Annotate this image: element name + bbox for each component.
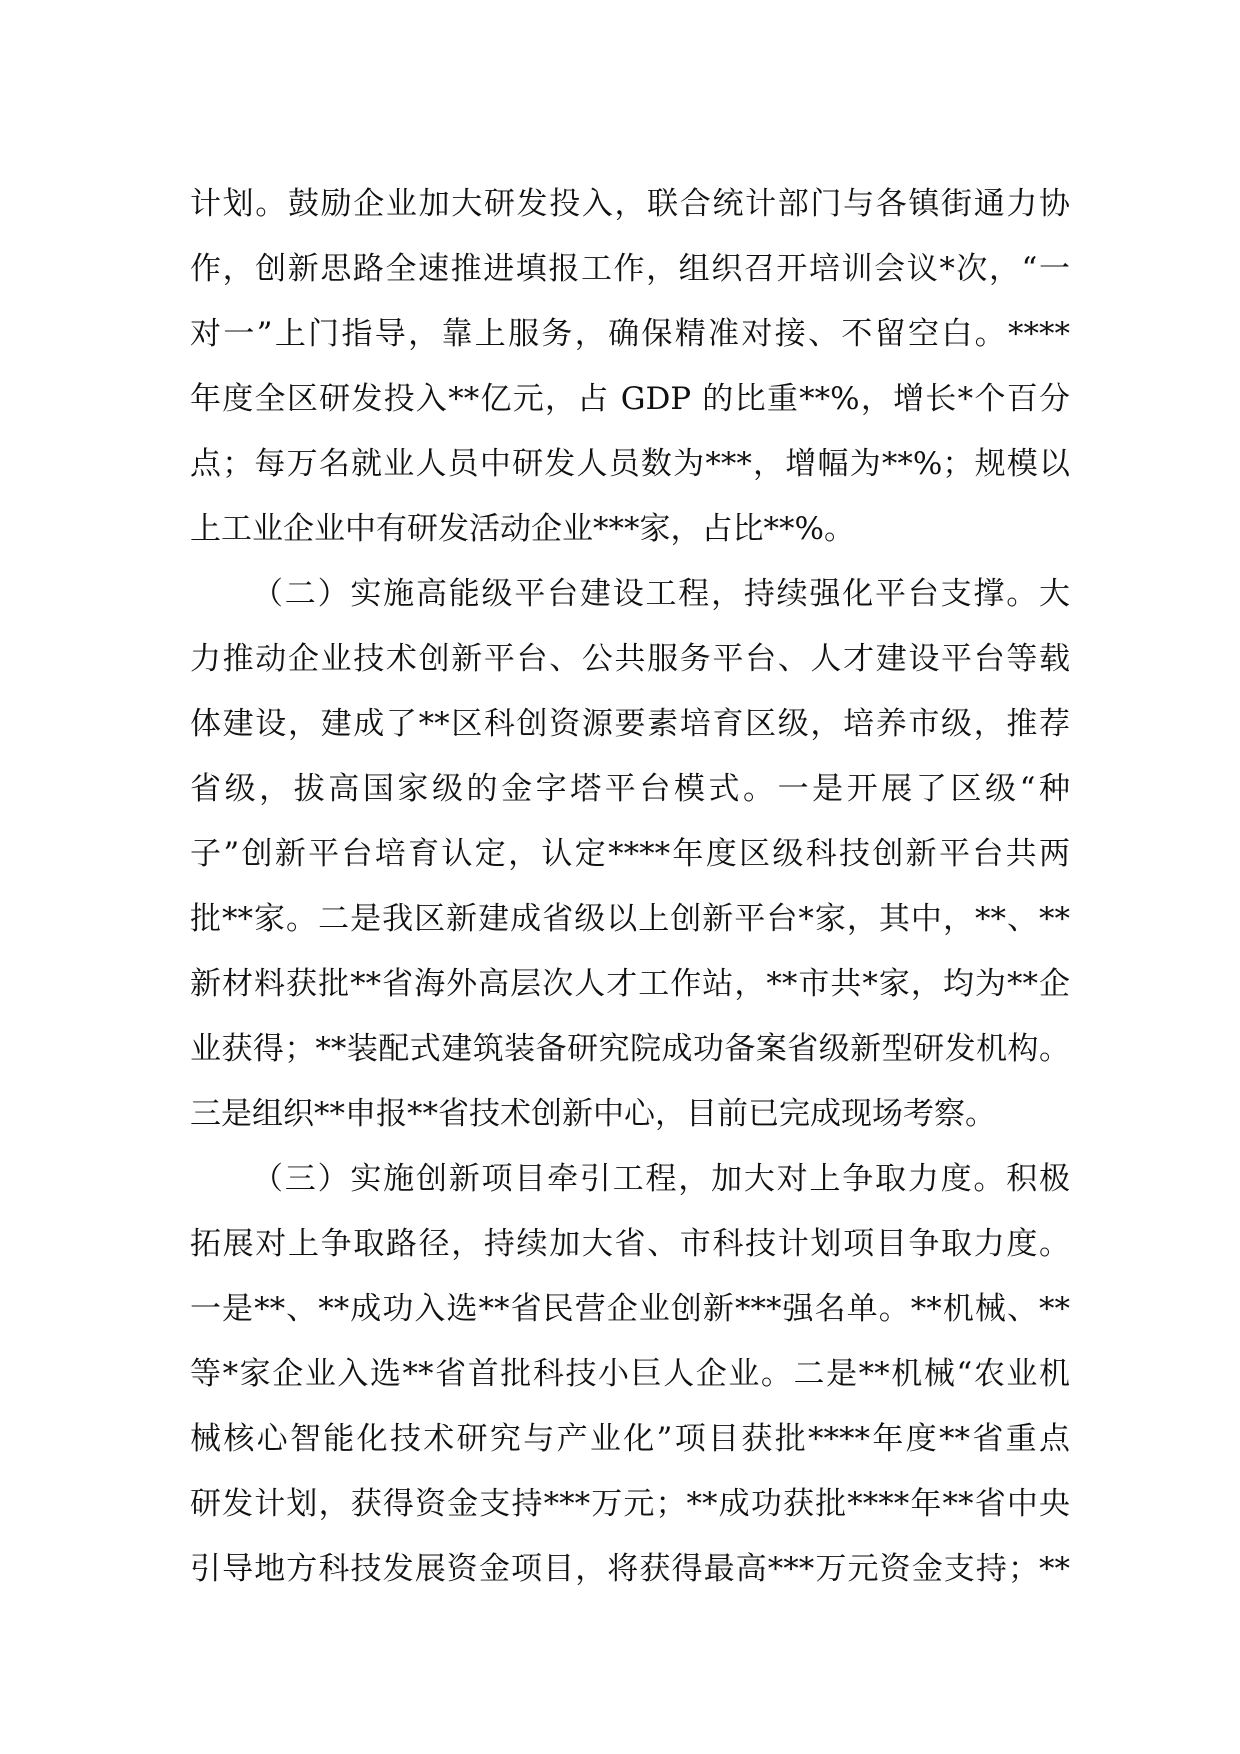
text-line: 上工业企业中有研发活动企业***家，占比**%。 (190, 511, 855, 547)
text-line: 体建设，建成了**区科创资源要素培育区级，培养市级，推荐 (190, 706, 1070, 742)
text-line: 力推动企业技术创新平台、公共服务平台、人才建设平台等载 (190, 641, 1070, 677)
text-line: 械核心智能化技术研究与产业化”项目获批****年度**省重点 (190, 1421, 1070, 1457)
text-line: 三是组织**申报**省技术创新中心，目前已完成现场考察。 (190, 1096, 996, 1132)
section-heading-line: （三）实施创新项目牵引工程，加大对上争取力度。积极 (252, 1161, 1070, 1197)
text-line: 业获得；**装配式建筑装备研究院成功备案省级新型研发机构。 (190, 1031, 1070, 1067)
paragraph-innovation-projects (190, 1147, 1070, 1602)
text-line: 年度全区研发投入**亿元，占 GDP 的比重**%，增长*个百分 (190, 381, 1070, 417)
text-line: 省级，拔高国家级的金字塔平台模式。一是开展了区级“种 (190, 771, 1070, 807)
text-line: 作，创新思路全速推进填报工作，组织召开培训会议*次，“一 (190, 251, 1070, 287)
text-line: 研发计划，获得资金支持***万元；**成功获批****年**省中央 (190, 1486, 1070, 1522)
paragraph-research-investment (190, 172, 1070, 562)
text-line: 计划。鼓励企业加大研发投入，联合统计部门与各镇街通力协 (190, 186, 1070, 222)
text-line: 点；每万名就业人员中研发人员数为***，增幅为**%；规模以 (190, 446, 1070, 482)
text-line: 对一”上门指导，靠上服务，确保精准对接、不留空白。**** (190, 316, 1070, 352)
text-line: 引导地方科技发展资金项目，将获得最高***万元资金支持；** (190, 1551, 1070, 1587)
text-line: 新材料获批**省海外高层次人才工作站，**市共*家，均为**企 (190, 966, 1070, 1002)
text-line: 批**家。二是我区新建成省级以上创新平台*家，其中，**、** (190, 901, 1070, 937)
body-text (190, 172, 1070, 1602)
text-line: 等*家企业入选**省首批科技小巨人企业。二是**机械“农业机 (190, 1356, 1070, 1392)
section-heading-line: （二）实施高能级平台建设工程，持续强化平台支撑。大 (252, 576, 1070, 612)
text-line: 一是**、**成功入选**省民营企业创新***强名单。**机械、** (190, 1291, 1070, 1327)
text-line: 拓展对上争取路径，持续加大省、市科技计划项目争取力度。 (190, 1226, 1070, 1262)
paragraph-platform-construction (190, 562, 1070, 1147)
text-line: 子”创新平台培育认定，认定****年度区级科技创新平台共两 (190, 836, 1070, 872)
